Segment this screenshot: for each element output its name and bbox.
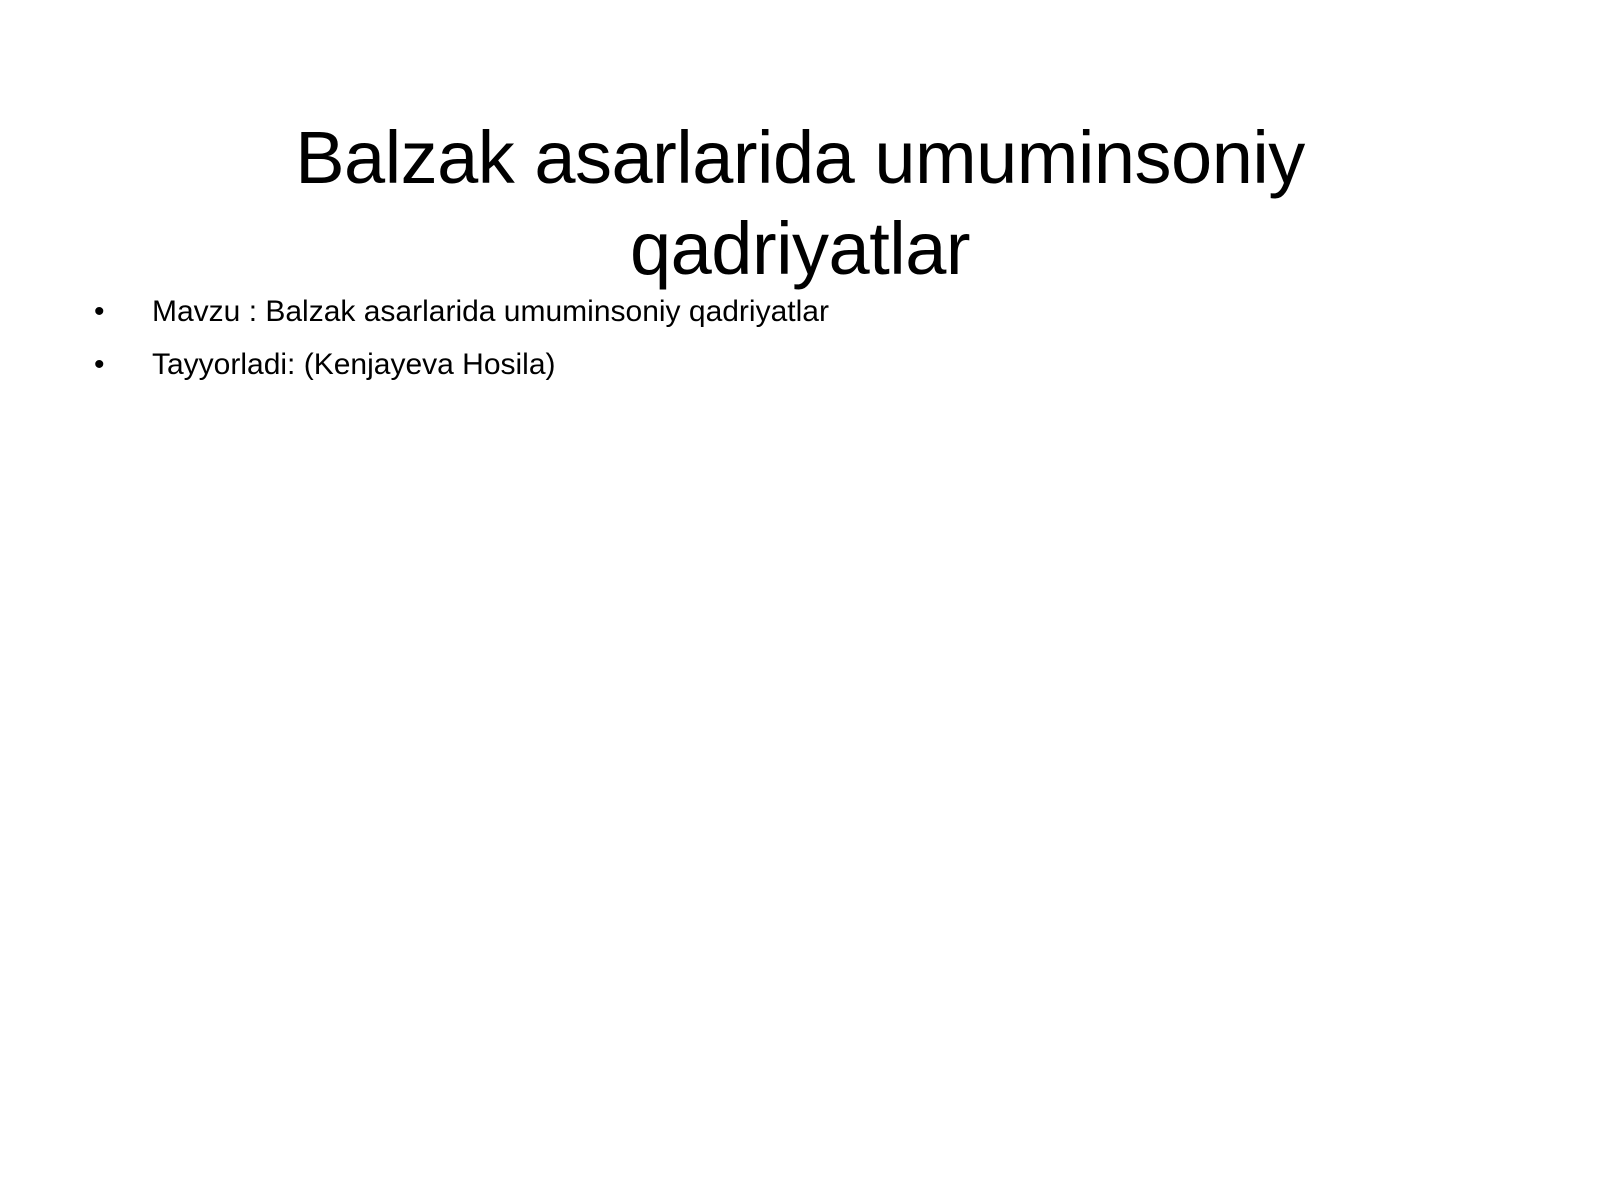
slide-body [86, 285, 1506, 392]
list-item-label: Mavzu : Balzak asarlarida umuminsoniy qadriyatlar [152, 295, 829, 328]
bullet-point-icon: • [94, 295, 105, 328]
bullet-point-icon: • [94, 348, 105, 382]
page-title: Balzak asarlarida umuminsoniy qadriyatlar [295, 115, 1305, 290]
list-item [86, 338, 1506, 391]
list-item-label: Tayyorladi: (Kenjayeva Hosila) [152, 348, 556, 382]
list-item [86, 285, 1506, 338]
bullet-list [86, 285, 1506, 392]
